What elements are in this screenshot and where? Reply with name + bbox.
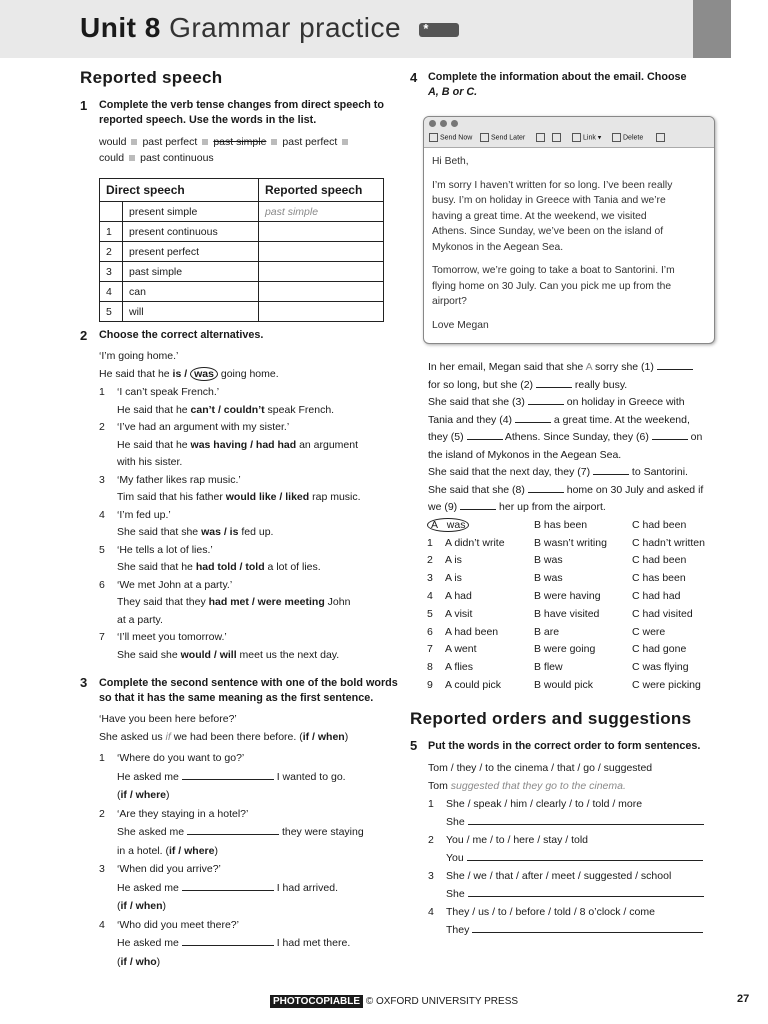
answer-blank[interactable] [472,922,703,933]
answer-cell: past simple [258,202,383,222]
option-c[interactable]: C hadn’t written [632,536,705,549]
item-quote: ‘Where do you want to go?’ [117,752,245,764]
exercise-4-text [428,359,703,517]
item-number: 4 [99,918,105,931]
item-number: 2 [99,421,105,433]
option-row [427,534,705,552]
text-segment: they (5) [428,431,467,443]
text-segment: Tania and they (4) [428,413,515,426]
item-words: She / we / that / after / meet / suggested / school [446,870,672,882]
section-heading-orders: Reported orders and suggestions [410,709,692,728]
option-a[interactable]: A visit [445,607,473,620]
text-segment: the island of Mykonos in the Aegean Sea. [428,448,622,461]
option-a[interactable]: A had been [445,625,499,638]
word-item: past perfect [282,136,338,148]
item-text: a lot of lies. [264,561,321,573]
option-circled [427,518,469,532]
section-heading-reported-speech: Reported speech [80,68,223,87]
example-text: Tom [428,780,451,792]
option-c[interactable]: C were [632,625,666,638]
list-item [99,542,389,560]
list-item [99,419,389,437]
tool-label: Send Now [440,134,473,142]
option-a: is [172,367,182,380]
instr-line: reported speech. Use the words in the list. [99,114,317,126]
text-segment: In her email, Megan said that she [428,361,586,373]
item-number: 5 [99,543,105,556]
item-text: He said that he [117,438,191,451]
item-number: 3 [427,572,433,585]
option-row [427,587,705,605]
table-row: present simple past simple [100,202,384,222]
example-text: ) [344,730,349,743]
answer-blank[interactable] [528,482,564,493]
item-number: 4 [428,906,434,918]
text-segment: sorry she (1) [592,361,657,373]
item-number: 2 [427,554,433,567]
tool-label: Send Later [491,134,526,142]
item-words: You / me / to / here / stay / told [446,834,589,846]
bullet-square-icon [129,155,135,161]
instr-line: Complete the second sentence with one of the bold words [99,677,398,689]
option-c[interactable]: C had had [632,590,681,603]
photocopiable-badge: PHOTOCOPIABLE [270,995,363,1008]
item-number: 1 [428,798,434,810]
alternatives[interactable]: was having / had had [190,438,297,451]
item-text: He said that he [117,403,191,416]
item-text: with his sister. [117,456,183,468]
email-line: busy. I’m on holiday in Greece with Tania and we’re [432,195,666,206]
bold-options: if / who [120,955,157,968]
example-answer: A [585,361,593,373]
item-number: 1 [99,386,105,398]
col-reported-speech: Reported speech [258,179,383,202]
answer-cell[interactable] [258,302,383,322]
item-number: 4 [427,590,433,603]
item-quote: ‘We met John at a party.’ [117,578,233,591]
option-row [427,552,705,570]
word-item: past continuous [140,152,214,164]
item-number: 3 [99,863,105,875]
window-minimize-icon[interactable] [440,120,447,127]
clip-icon [552,133,561,142]
answer-blank[interactable] [460,499,496,510]
text-segment: to Santorini. [629,466,688,478]
options-table [427,516,705,694]
text-segment: a great time. At the weekend, [550,413,690,426]
item-number: 6 [427,625,433,638]
bold-options: if / where [168,844,215,857]
email-toolbar [424,117,714,148]
text-segment: for so long, but she (2) [428,378,536,391]
option-b[interactable]: B was [534,554,563,567]
option-a[interactable]: A is [445,572,462,585]
answer-cell[interactable] [258,222,383,242]
text-segment: on [687,431,703,443]
table-row: 3 past simple [100,262,384,282]
item-quote: ‘I’ll meet you tomorrow.’ [117,631,227,643]
unit-subtitle: Grammar practice [169,12,402,43]
item-text: at a party. [117,613,163,626]
header-tab [693,0,731,58]
item-number: 7 [99,631,105,643]
example-text: She asked us [99,730,166,743]
item-text: an argument [296,438,359,451]
option-a[interactable]: A went [445,643,477,656]
copyright: © OXFORD UNIVERSITY PRESS [365,996,519,1007]
option-a: was [446,518,466,531]
item-text: rap music. [309,491,361,503]
item-number: 4 [99,508,105,521]
unit-number: Unit 8 [80,12,161,43]
text-segment: She said that she (3) [428,396,528,408]
option-a[interactable]: A didn’t write [445,536,505,549]
item-quote: ‘I can’t speak French.’ [117,386,220,398]
item-quote: ‘I’m fed up.’ [117,508,171,521]
sentence-start: She [446,816,465,828]
answer-blank[interactable] [468,886,704,897]
bullet-square-icon [271,139,277,145]
option-circled: was [190,367,218,381]
option-row [427,676,705,694]
instr-line: Complete the information about the email. Choose [428,71,687,83]
option-b[interactable]: B were going [534,643,596,656]
option-a[interactable]: A had [445,590,472,603]
answer-cell[interactable] [258,262,383,282]
email-line: Athens. Since Sunday, we’ve been on the island of [432,226,664,237]
option-c[interactable]: C has been [632,572,686,585]
item-text: She asked me [117,826,188,838]
option-row [427,623,705,641]
item-quote: ‘When did you arrive?’ [117,863,221,875]
email-line: flying home on 30 July. Can you pick me up from the [432,280,672,292]
item-text: He asked me [117,770,182,783]
item-text: speak French. [264,403,335,416]
answer-blank[interactable] [593,464,629,475]
option-c[interactable]: C had visited [632,607,693,620]
window-zoom-icon[interactable] [451,120,458,127]
item-words: She / speak / him / clearly / to / told / more [446,798,643,810]
example-words: Tom / they / to the cinema / that / go / suggested [428,762,653,774]
answer-blank[interactable] [182,769,274,780]
email-signature: Love Megan [432,319,489,331]
answer-blank[interactable] [468,814,704,825]
alternatives[interactable]: had met / were meeting [208,596,325,608]
page-number: 27 [737,993,750,1005]
option-row [427,569,705,587]
item-text: She said that she [117,526,202,538]
email-line: Mykonos in the Aegean Sea. [432,241,564,253]
example-answer: if [165,730,171,743]
send-later-button[interactable] [480,133,525,142]
exercise-number-4: 4 [410,70,418,85]
item-text: I had arrived. [273,881,338,894]
exercise-2-items [99,384,389,664]
text-segment: on holiday in Greece with [563,396,685,408]
item-quote: ‘I’ve had an argument with my sister.’ [117,421,290,433]
item-number: 3 [428,870,434,882]
item-number: 1 [99,752,105,764]
link-button[interactable]: Link ▾ [572,133,601,142]
answer-cell[interactable] [258,242,383,262]
option-b[interactable]: B were having [534,590,601,603]
email-paragraph [432,263,706,310]
item-quote: ‘Are they staying in a hotel?’ [117,807,249,820]
bold-options: if / where [120,789,167,801]
item-text: I wanted to go. [273,770,346,783]
example-quote: ‘Have you been here before?’ [99,713,237,725]
item-text: She said she [117,648,181,661]
text-segment: Athens. Since Sunday, they (6) [502,431,652,443]
word-item: would [99,136,127,148]
alternatives[interactable]: had told / told [195,561,265,573]
text-segment: her up from the airport. [496,501,606,513]
tense-table [99,178,384,322]
paperclip-icon[interactable] [656,133,667,142]
item-text: they were staying [279,826,364,838]
delete-button[interactable] [612,133,643,142]
send-now-button[interactable] [429,133,472,142]
item-number: 5 [427,607,433,620]
bold-options: if / when [120,900,163,912]
table-row: 1 present continuous [100,222,384,242]
exercise-3-example [99,711,348,746]
email-line: having a great time. At the weekend, we visited [432,210,647,222]
email-line: I’m sorry I haven’t written for so long. I’ve been really [432,179,673,191]
answer-cell[interactable] [258,282,383,302]
answer-blank[interactable] [182,880,274,891]
bullet-square-icon [202,139,208,145]
exercise-3-items: 1 ‘Where do you want to go?’ He asked me I wanted to go. (if / where) 2 ‘Are they staying in a hotel?’ She asked me they were staying in a hotel. (if / where) 3 ‘When did you arrive?’ He asked me I had arrived. (if / when) 4 ‘Who did you meet there?’ He asked me I had met there. (if / who) [99,749,389,971]
option-c[interactable]: C was flying [632,661,689,674]
footer [270,996,518,1007]
answer-blank[interactable] [182,935,274,946]
item-number: 3 [99,473,105,486]
item-words: They / us / to / before / told / 8 o’clock / come [446,906,655,918]
exercise-3-instructions [99,676,398,706]
option-c[interactable]: C were picking [632,679,701,692]
tool-label: Delete [623,134,644,142]
alternatives[interactable]: can’t / couldn’t [190,403,265,416]
exercise-1-instructions [99,98,384,128]
email-line: Tomorrow, we’re going to take a boat to Santorini. I’m [432,265,675,276]
option-b[interactable]: B have visited [534,607,600,620]
option-c[interactable]: C had gone [632,643,687,656]
item-text: I had met there. [273,937,351,949]
page-title [80,12,459,44]
word-item: past perfect [142,136,198,148]
exercise-4-instructions [428,70,687,100]
instr-line: Complete the verb tense changes from direct speech to [99,99,384,111]
option-b[interactable]: B was [534,572,563,585]
item-quote: ‘He tells a lot of lies.’ [117,543,213,556]
alternatives[interactable]: was / is [201,526,239,538]
item-number: 8 [427,661,433,674]
level-badge [419,20,459,37]
item-number: 2 [428,834,434,846]
sentence-start: She [446,888,465,900]
item-text: in a hotel. ( [117,844,169,857]
example-text: we had been there before. ( [170,730,303,743]
email-body [424,148,714,347]
bold-options: if / when [302,730,345,743]
answer-blank[interactable] [652,429,688,440]
item-text: He asked me [117,937,182,949]
alternatives[interactable]: would like / liked [225,491,310,503]
list-item [99,577,389,595]
option-b[interactable]: B wasn’t writing [534,536,607,549]
clock-icon [480,133,489,142]
item-text: meet us the next day. [236,648,340,661]
answer-blank[interactable] [528,394,564,405]
item-quote: ‘Who did you meet there?’ [117,918,239,931]
option-row [427,641,705,659]
item-quote: ‘My father likes rap music.’ [117,473,241,486]
example-answer: suggested that they go to the cinema. [450,780,626,792]
bullet-square-icon [131,139,137,145]
exercise-2-example: ‘I’m going home.’ He said that he is / was going home. [99,350,279,380]
exercise-number-2: 2 [80,328,88,343]
email-paragraph [432,178,706,256]
item-number: 9 [427,679,433,692]
answer-blank[interactable] [536,377,572,388]
list-item [99,472,389,490]
attach-icon[interactable] [552,133,563,142]
answer-blank[interactable] [657,359,693,370]
instr-line: A, B or C. [428,86,478,98]
option-row [427,658,705,676]
exercise-5-instructions: Put the words in the correct order to form sentences. [428,740,701,752]
item-number: 6 [99,578,105,591]
answer-blank[interactable] [515,412,551,423]
item-text: She said that he [117,561,196,573]
word-list [99,134,353,166]
clip-icon [656,133,665,142]
sentence-start: You [446,852,464,864]
word-item: could [99,152,125,164]
word-item-crossed: past simple [213,136,267,148]
item-number: 2 [99,807,105,820]
link-icon [572,133,581,142]
option-c[interactable]: C had been [632,554,687,567]
text-segment: really busy. [571,378,628,391]
email-line: airport? [432,296,467,307]
option-c[interactable]: C had been [632,518,687,531]
option-a[interactable]: A is [445,554,462,567]
table-row: 4 can [100,282,384,302]
item-text: Tim said that his father [117,491,226,503]
option-a[interactable]: A could pick [445,679,502,692]
option-b[interactable]: B are [534,625,560,638]
item-text: They said that they [117,596,209,608]
option-b[interactable]: B flew [534,661,563,674]
exercise-number-5: 5 [410,738,418,753]
list-item [99,384,389,402]
table-row: 2 present perfect [100,242,384,262]
send-icon [429,133,438,142]
example-text: going home. [217,367,279,380]
option-b[interactable]: B has been [534,518,588,531]
answer-blank[interactable] [467,429,503,440]
text-segment: we (9) [428,501,461,513]
star-icon: * [423,20,429,36]
example-text: He said that he [99,367,173,380]
answer-blank[interactable] [467,850,703,861]
exercise-number-3: 3 [80,675,88,690]
answer-blank[interactable] [187,824,279,835]
email-greeting: Hi Beth, [432,156,469,167]
exercise-5-items [428,759,704,939]
alternatives[interactable]: would / will [180,648,237,661]
list-item [99,629,389,647]
trash-icon [612,133,621,142]
col-direct-speech: Direct speech [100,179,259,202]
item-number: 1 [427,536,433,549]
item-text: John [324,596,351,608]
option-b[interactable]: B would pick [534,679,593,692]
email-window [423,116,715,344]
item-text: fed up. [238,526,274,538]
sentence-start: They [446,924,470,936]
bullet-square-icon [342,139,348,145]
option-a[interactable]: A flies [445,661,474,674]
tool-label: Link [583,134,596,142]
example-quote: ‘I’m going home.’ [99,350,179,362]
table-row: 5 will [100,302,384,322]
text-segment: home on 30 July and asked if [563,483,704,496]
item-number: 7 [427,643,433,656]
exercise-2-instructions: Choose the correct alternatives. [99,329,264,341]
contacts-icon[interactable] [536,133,547,142]
item-number: A [431,518,439,531]
option-row [427,516,705,534]
window-close-icon[interactable] [429,120,436,127]
person-icon [536,133,545,142]
exercise-number-1: 1 [80,98,88,113]
option-row [427,605,705,623]
instr-line: so that it has the same meaning as the first sentence. [99,692,374,704]
text-segment: She said that she (8) [428,483,528,496]
list-item [99,507,389,525]
text-segment: She said that the next day, they (7) [428,466,593,478]
item-text: He asked me [117,881,182,894]
